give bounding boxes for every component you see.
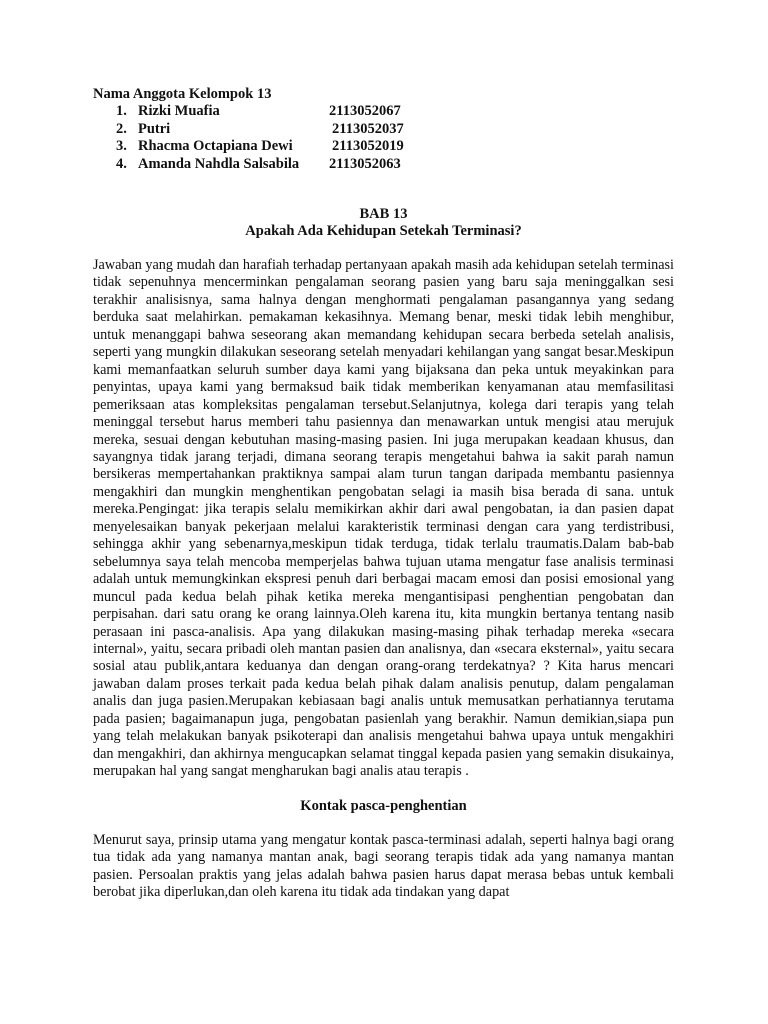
member-item [93,121,674,139]
chapter-label: BAB 13 [359,206,408,222]
member-id: 2113052037 [332,120,404,137]
body-paragraph: Jawaban yang mudah dan harafiah terhadap pertanyaan apakah masih ada kehidupan setelah terminasi tidak sepenuhnya mencerminkan pengalaman seorang pasien yang baru saja meninggalkan sesi terakhir analisisnya, sama halnya dengan menghormati pengalaman pasangannya yang sedang berduka saat melahirkan. pemakaman kekasihnya. Memang benar, meski tidak lebih menghibur, untuk menanggapi bahwa seseorang akan memandang kehidupan secara berbeda setelah analisis, seperti yang mungkin dilakukan seseorang setelah menyadari kehilangan yang sangat besar.Meskipun kami memanfaatkan seluruh sumber daya kami yang bijaksana dan peka untuk meyakinkan para penyintas, upaya kami yang bermaksud baik tidak memberikan kenyamanan atau memfasilitasi pemeriksaan atas kompleksitas pengalaman tersebut.Selanjutnya, kolega dari terapis yang telah meninggal tersebut harus memberi tahu pasiennya dan menawarkan untuk mengisi atau merujuk mereka, sesuai dengan kebutuhan masing-masing pasien. Ini juga merupakan keadaan khusus, dan sayangnya tidak jarang terjadi, dimana seorang terapis mengetahui bahwa ia sakit parah namun bersikeras mempertahankan praktiknya sampai alam turun tangan daripada membantu pasiennya mengakhiri dan mungkin menghentikan pengobatan selagi ia masih bisa berada di sana. untuk mereka.Pengingat: jika terapis selalu memikirkan akhir dari awal pengobatan, ia dan pasien dapat menyelesaikan banyak pekerjaan melalui karakteristik terminasi dengan cara yang terdistribusi, sehingga akhir yang sebenarnya,meskipun tidak terduga, tidak terlalu traumatis.Dalam bab-bab sebelumnya saya telah mencoba memperjelas bahwa tujuan utama mengatur fase analisis terminasi adalah untuk memungkinkan ekspresi penuh dari berbagai macam emosi dan posisi emosional yang muncul pada kedua belah pihak ketika mereka mengantisipasi penghentian pengobatan dan perpisahan. dari satu orang ke orang lainnya.Oleh karena itu, kita mungkin bertanya tentang nasib perasaan ini pasca-analisis. Apa yang dilakukan masing-masing pihak terhadap mereka «secara internal», yaitu, secara pribadi oleh mantan pasien dan analisnya, dan «secara eksternal», yaitu secara sosial atau publik,antara keduanya dan dengan orang-orang terdekatnya? ? Kita harus mencari jawaban dalam proses terkait pada kedua belah pihak dalam analisis penutup, dalam pengalaman analis dan juga pasien.Merupakan kebiasaan bagi analis untuk memusatkan perhatiannya terutama pada pasien; bagaimanapun juga, pengobatan pasienlah yang berakhir. Namun demikian,siapa pun yang telah melakukan banyak psikoterapi dan analisis mengetahui bahwa upaya untuk mengakhiri dan mengakhiri, dan akhirnya mengucapkan selamat tinggal kepada pasien yang semakin disukainya, merupakan hal yang sangat mengharukan bagi analis atau terapis . [93,257,674,780]
member-number: 1. [116,103,127,119]
member-id: 2113052063 [329,155,401,172]
member-item [93,138,674,156]
member-list [93,103,674,173]
member-name: Putri [138,120,171,137]
chapter-title: Apakah Ada Kehidupan Setekah Terminasi? [245,223,522,239]
body-paragraph: Menurut saya, prinsip utama yang mengatur kontak pasca-terminasi adalah, seperti halnya bagi orang tua tidak ada yang namanya mantan anak, bagi seorang terapis tidak ada yang namanya mantan pasien. Persoalan praktis yang jelas adalah bahwa pasien harus dapat merasa bebas untuk kembali berobat jika diperlukan,dan oleh karena itu tidak ada tindakan yang dapat [93,831,674,900]
section-heading: Kontak pasca-penghentian [300,797,467,814]
member-name: Rizki Muafia [138,103,220,119]
member-number: 3. [116,138,127,154]
group-members-heading: Nama Anggota Kelompok 13 [93,86,272,102]
member-name: Amanda Nahdla Salsabila [138,155,300,172]
member-item [93,156,674,174]
member-name: Rhacma Octapiana Dewi [138,138,293,154]
member-item [93,103,674,121]
member-number: 4. [116,155,127,172]
member-id: 2113052019 [332,138,404,154]
member-id: 2113052067 [329,103,401,119]
member-number: 2. [116,120,127,137]
document-page [93,86,674,901]
